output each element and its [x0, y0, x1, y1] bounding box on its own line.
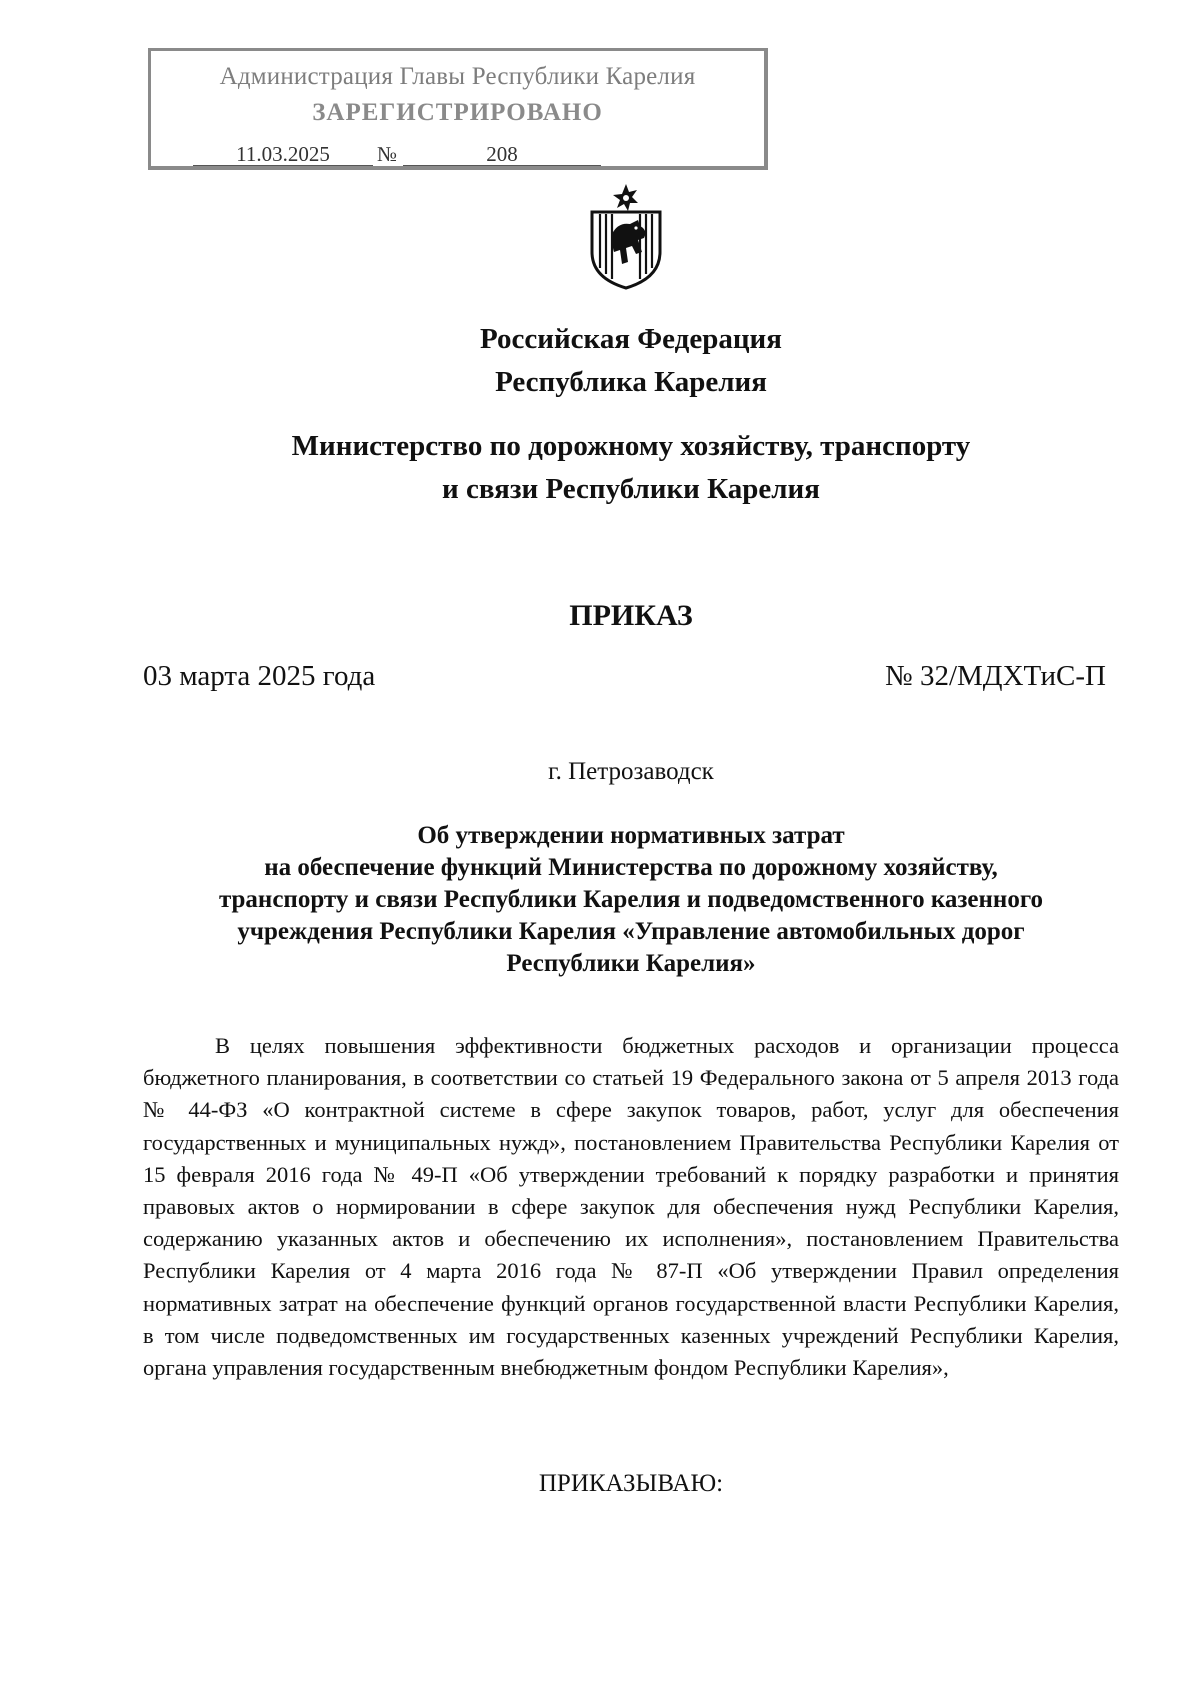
order-city: г. Петрозаводск — [548, 758, 714, 785]
title-line-2: на обеспечение функций Министерства по дорожному хозяйству, — [264, 854, 998, 881]
heading-ministry-line2: и связи Республики Карелия — [442, 473, 820, 505]
preamble-paragraph: В целях повышения эффективности бюджетных расходов и организации процесса бюджетного планирования, в соответствии со статьей 19 Федерального закона от 5 апреля 2013 года № 44-ФЗ «О контрактной системе в сфере закупок товаров, работ, услуг для обеспечения государственных и муниципальных нужд», постановлением Правительства Республики Карелия от 15 февраля 2016 года № 49-П «Об утверждении требований к порядку разработки и принятия правовых актов о нормировании в сфере закупок для обеспечения нужд Республики Карелия, содержанию указанных актов и обеспечению их исполнения», постановлением Правительства Республики Карелия от 4 марта 2016 года № 87-П «Об утверждении Правил определения нормативных затрат на обеспечение функций органов государственной власти Республики Карелия, в том числе подведомственных им государственных казенных учреждений Республики Карелия, органа управления государственным внебюджетным фондом Республики Карелия», — [143, 1033, 1119, 1381]
stamp-authority: Администрация Главы Республики Карелия — [219, 63, 696, 90]
heading-ministry-line1: Министерство по дорожному хозяйству, транспорту — [291, 430, 971, 462]
document-type: ПРИКАЗ — [569, 599, 693, 632]
order-number: № 32/МДХТиС-П — [885, 660, 1106, 692]
heading-ministry-block — [0, 425, 1200, 511]
order-title — [143, 820, 1119, 980]
karelia-coat-of-arms-icon — [582, 182, 670, 292]
stamp-date: 11.03.2025 — [193, 143, 373, 166]
stamp-status: ЗАРЕГИСТРИРОВАНО — [312, 99, 603, 126]
stamp-number-label: № — [377, 142, 398, 166]
stamp-number: 208 — [403, 143, 601, 166]
title-line-4: учреждения Республики Карелия «Управление автомобильных дорог — [237, 918, 1025, 945]
heading-republic: Республика Карелия — [495, 366, 767, 398]
title-line-1: Об утверждении нормативных затрат — [417, 822, 845, 849]
registration-stamp — [148, 48, 768, 170]
heading-country-block — [0, 318, 1200, 404]
decree-word: ПРИКАЗЫВАЮ: — [538, 1470, 724, 1497]
order-date: 03 марта 2025 года — [143, 660, 376, 692]
heading-country: Российская Федерация — [480, 323, 782, 355]
title-line-5: Республики Карелия» — [506, 950, 756, 977]
title-line-3: транспорту и связи Республики Карелия и подведомственного казенного — [218, 886, 1044, 913]
